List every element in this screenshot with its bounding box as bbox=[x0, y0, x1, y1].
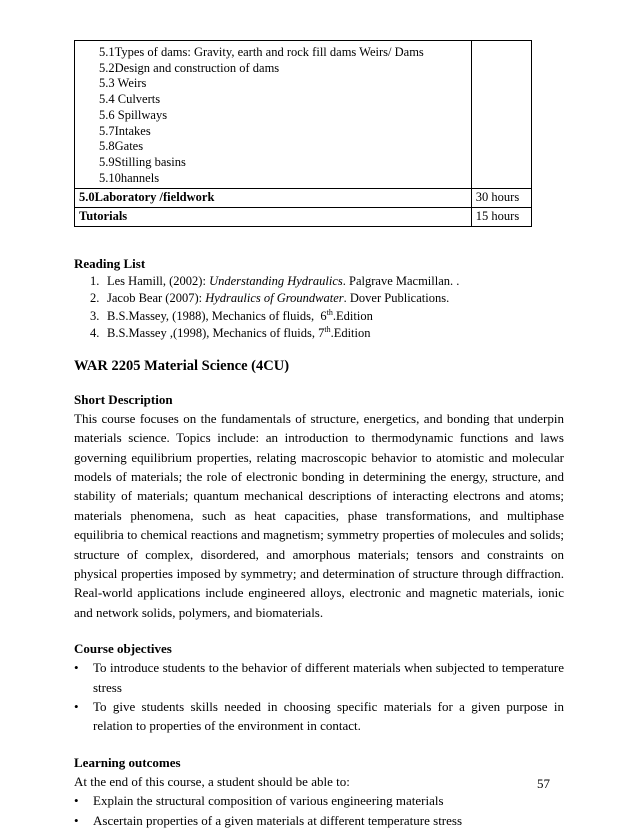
list-item: • Ascertain properties of a given materials at different temperature stress bbox=[74, 811, 564, 830]
topic-item: 5.10hannels bbox=[99, 170, 160, 185]
reading-list-heading: Reading List bbox=[74, 255, 146, 271]
row-label: 5.0Laboratory /fieldwork bbox=[75, 189, 472, 208]
topics-cell bbox=[75, 41, 472, 189]
list-item: • To introduce students to the behavior of different materials when subjected to temperature stress bbox=[74, 660, 564, 695]
outcomes-list bbox=[74, 791, 564, 830]
topic-item: 5.6 Spillways bbox=[99, 107, 168, 122]
course-title: WAR 2205 Material Science (4CU) bbox=[74, 357, 290, 374]
list-item: • Explain the structural composition of various engineering materials bbox=[74, 791, 564, 810]
reading-list bbox=[74, 273, 564, 343]
topic-item: 5.9Stilling basins bbox=[99, 154, 186, 169]
row-label: Tutorials bbox=[75, 208, 472, 227]
bullet-icon: • bbox=[74, 660, 79, 676]
row-hours: 15 hours bbox=[471, 208, 531, 227]
list-item: 4. B.S.Massey ,(1998), Mechanics of fluids, 7th.Edition bbox=[90, 325, 371, 341]
hours-cell-empty bbox=[471, 41, 531, 189]
bullet-icon: • bbox=[74, 699, 79, 715]
table-row bbox=[75, 41, 532, 189]
topic-item: 5.4 Culverts bbox=[99, 92, 161, 107]
list-item: • To give students skills needed in choosing specific materials for a given purpose in relation to properties of the environment in contact. bbox=[74, 699, 564, 734]
document-page bbox=[74, 40, 564, 830]
learning-outcomes-heading: Learning outcomes bbox=[74, 754, 181, 770]
row-hours: 30 hours bbox=[471, 189, 531, 208]
outcomes-intro: At the end of this course, a student should be able to: bbox=[74, 773, 350, 789]
topic-item: 5.2Design and construction of dams bbox=[99, 60, 280, 75]
course-objectives-heading: Course objectives bbox=[74, 641, 172, 657]
list-item: 2. Jacob Bear (2007): Hydraulics of Groundwater. Dover Publications. bbox=[90, 291, 450, 306]
bullet-icon: • bbox=[74, 793, 79, 809]
objectives-list bbox=[74, 658, 564, 736]
table-row bbox=[75, 208, 532, 227]
topic-item: 5.8Gates bbox=[99, 139, 144, 154]
bullet-icon: • bbox=[74, 812, 79, 828]
topic-item: 5.1Types of dams: Gravity, earth and rock fill dams Weirs/ Dams bbox=[99, 45, 424, 59]
topic-item: 5.7Intakes bbox=[99, 123, 151, 138]
topic-item: 5.3 Weirs bbox=[99, 76, 147, 91]
page-number: 57 bbox=[537, 776, 550, 791]
short-description-text: This course focuses on the fundamentals of structure, energetics, and bonding that underpin materials science. Topics include: an introduction to thermodynamic functions and laws governing equilibrium properties, relating macroscopic behavior to atomistic and molecular models of materials; the role of electronic bonding in determining the energy, structure, and stability of materials; quantum mechanical descriptions of interacting electrons and atoms; materials phenomena, such as heat capacities, phase transformations, and multiphase equilibria to chemical reactions and magnetism; symmetry properties of molecules and solids; structure of complex, disordered, and amorphous materials; tensors and constraints on physical properties imposed by symmetry; and determination of structure through diffraction. Real-world applications include engineered alloys, electronic and magnetic materials, ionic and network solids, polymers, and biomaterials. bbox=[74, 410, 564, 620]
list-item: 3. B.S.Massey, (1988), Mechanics of fluids, 6th.Edition bbox=[90, 307, 373, 323]
course-outline-table bbox=[74, 40, 532, 227]
table-row bbox=[75, 189, 532, 208]
short-description-heading: Short Description bbox=[74, 391, 173, 407]
list-item: 1. Les Hamill, (2002): Understanding Hydraulics. Palgrave Macmillan. . bbox=[90, 273, 460, 288]
